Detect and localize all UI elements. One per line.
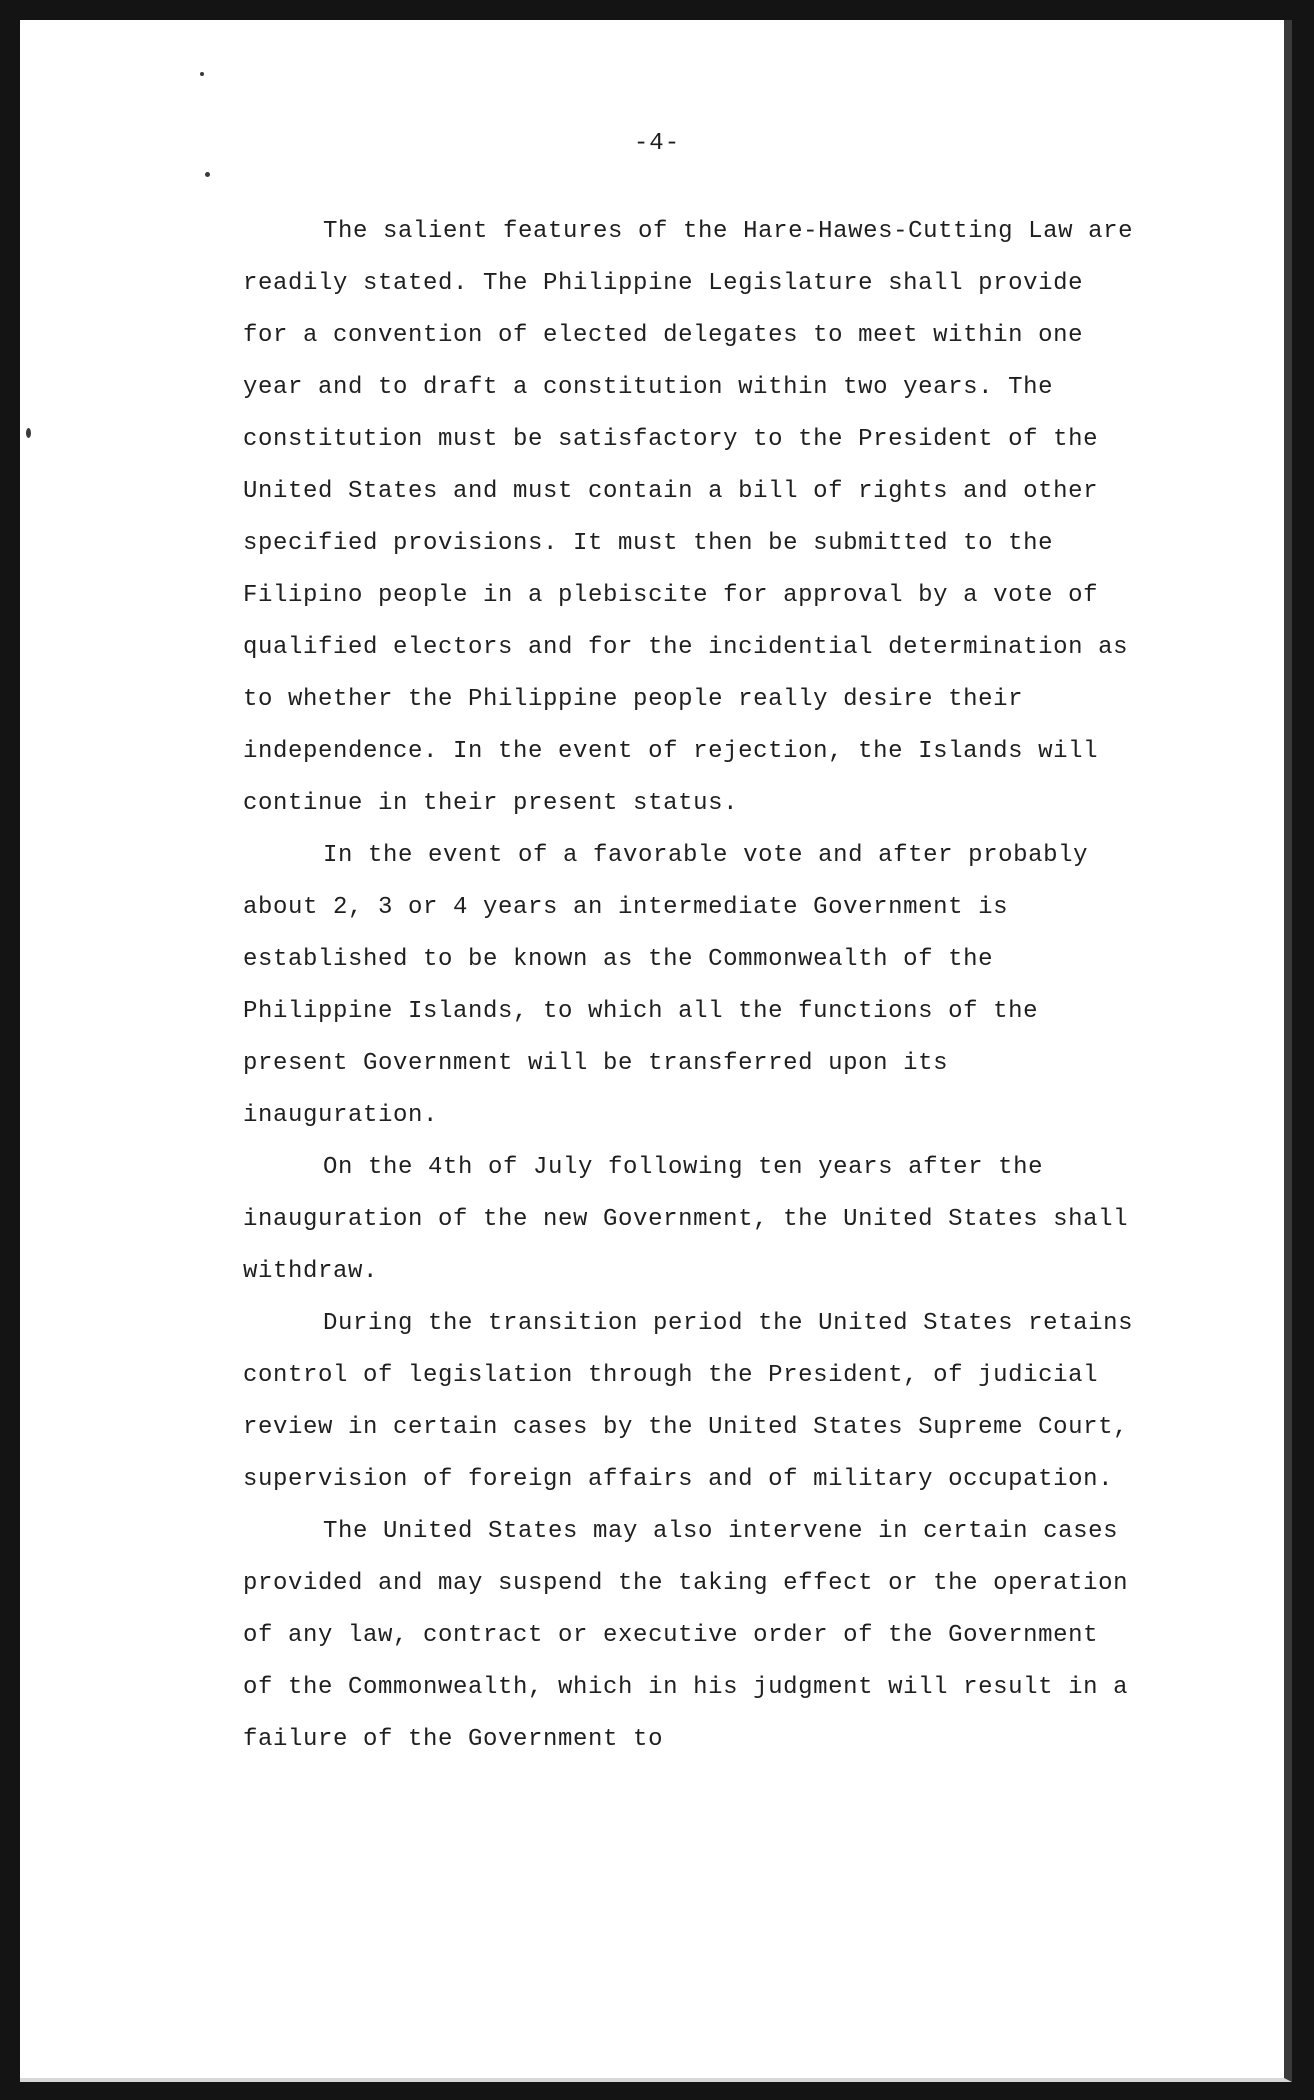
- paragraph-1: The salient features of the Hare-Hawes-Cutting Law are readily stated. The Philippine Legislature shall provide for a convention of elected delegates to meet within one year and to draft a constitution within two years. The constitution must be satisfactory to the President of the United States and must contain a bill of rights and other specified provisions. It must then be submitted to the Filipino people in a plebiscite for approval by a vote of qualified electors and for the incidential determination as to whether the Philippine people really desire their independence. In the event of rejection, the Islands will continue in their present status.: [243, 218, 1134, 817]
- paragraph-2: In the event of a favorable vote and after probably about 2, 3 or 4 years an intermediate Government is established to be known as the Commonwealth of the Philippine Islands, to which all the functions of the present Government will be transferred upon its inauguration.: [243, 842, 1089, 1129]
- scan-speck: [26, 428, 31, 438]
- paragraph-4: During the transition period the United States retains control of legislation through the President, of judicial review in certain cases by the United States Supreme Court, supervision of foreign affairs and of military occupation.: [243, 1310, 1134, 1493]
- document-body: [243, 206, 1143, 1766]
- paragraph-3: On the 4th of July following ten years after the inauguration of the new Government, the United States shall withdraw.: [243, 1154, 1129, 1285]
- page-number: -4-: [633, 130, 681, 157]
- paragraph-5: The United States may also intervene in certain cases provided and may suspend the taking effect or the operation of any law, contract or executive order of the Government of the Commonwealth, which in his judgment will result in a failure of the Government to: [243, 1518, 1129, 1753]
- scan-speck: [205, 172, 210, 177]
- scan-speck: [200, 72, 204, 76]
